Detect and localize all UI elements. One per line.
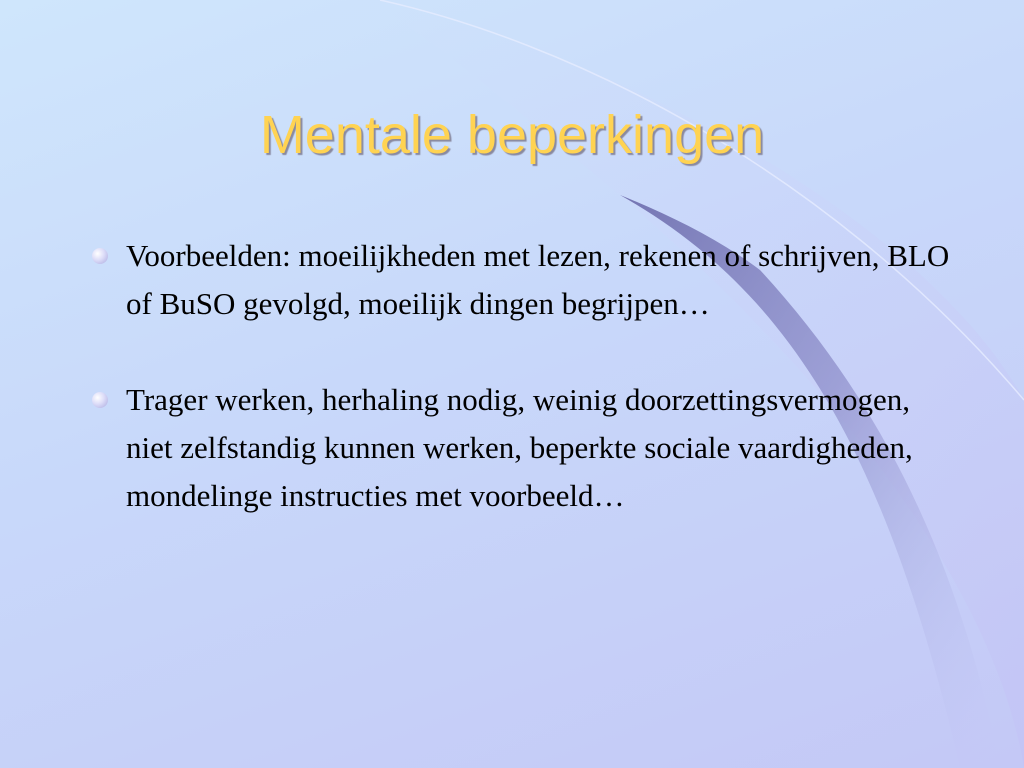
slide-title: Mentale beperkingen [259,105,765,165]
bullet-icon [92,248,108,264]
bullet-icon [92,392,108,408]
bullet-text: Voorbeelden: moeilijkheden met lezen, rekenen of schrijven, BLO of BuSO gevolgd, moeilijk dingen begrijpen… [126,238,950,321]
bullet-list [90,232,950,520]
list-item [90,232,950,328]
list-item [90,376,950,520]
bullet-text: Trager werken, herhaling nodig, weinig doorzettingsvermogen, niet zelfstandig kunnen werken, beperkte sociale vaardigheden, mondelinge instructies met voorbeeld… [126,382,913,513]
